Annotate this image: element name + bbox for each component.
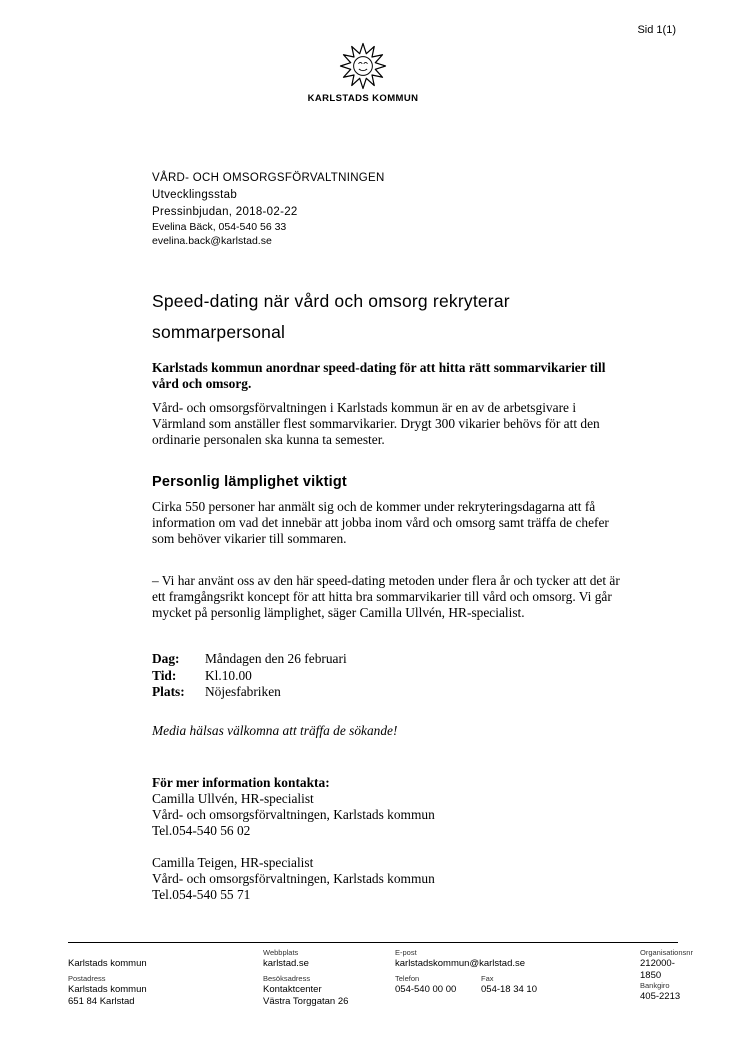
footer-phone-fax-row	[395, 974, 640, 996]
event-detail-day	[152, 651, 610, 668]
besoksadress-line: Kontaktcenter	[263, 984, 322, 995]
logo-wordmark: KARLSTADS KOMMUN	[307, 93, 419, 104]
footer-col-web-visit	[263, 948, 395, 1007]
page-number: Sid 1(1)	[637, 24, 676, 36]
footer-columns	[68, 948, 693, 1007]
detail-value: Kl.10.00	[205, 667, 252, 683]
event-detail-place	[152, 684, 610, 701]
besoksadress-label: Besöksadress	[263, 974, 311, 983]
detail-value: Nöjesfabriken	[205, 684, 281, 699]
document-type-date: Pressinbjudan, 2018-02-22	[152, 206, 298, 218]
contact-heading: För mer information kontakta:	[152, 774, 330, 790]
footer-col-registry	[640, 948, 693, 1007]
webbplats-value: karlstad.se	[263, 958, 309, 969]
footer-col-postal	[68, 948, 263, 1007]
epost-value: karlstadskommun@karlstad.se	[395, 958, 526, 969]
contact-name: Camilla Teigen, HR-specialist	[152, 854, 314, 870]
event-details	[152, 651, 610, 701]
organisationsnr-value: 212000-1850	[640, 958, 675, 981]
contact-name: Camilla Ullvén, HR-specialist	[152, 790, 314, 806]
bankgiro-value: 405-2213	[640, 991, 681, 1002]
detail-label: Plats:	[152, 684, 185, 699]
fax-value: 054-18 34 10	[481, 984, 537, 995]
quote-paragraph: – Vi har använt oss av den här speed-dating metoden under flera år och tycker att det är ett framgångsrikt koncept för att hitta bra sommarvikarier till vård och omsorg. Vi går mycket på personlig lämplighet, säger Camilla Ullvén, HR-specialist.	[152, 573, 620, 620]
contact-organization: Vård- och omsorgsförvaltningen, Karlstads kommun	[152, 806, 435, 822]
detail-value: Måndagen den 26 februari	[205, 651, 347, 666]
contact-organization: Vård- och omsorgsförvaltningen, Karlstads kommun	[152, 870, 435, 886]
bankgiro-label: Bankgiro	[640, 981, 670, 990]
epost-label: E-post	[395, 948, 417, 957]
unit-name: Utvecklingsstab	[152, 189, 238, 201]
footer-orgnr-group	[640, 948, 693, 981]
contact-phone: Tel.054-540 55 71	[152, 886, 251, 902]
postadress-label: Postadress	[68, 974, 106, 983]
telefon-label: Telefon	[395, 974, 420, 983]
press-release-body	[152, 286, 620, 919]
webbplats-label: Webbplats	[263, 948, 299, 957]
footer-epost-group	[395, 948, 640, 974]
article-title: Speed-dating när vård och omsorg rekryterar sommarpersonal	[152, 291, 510, 342]
event-detail-time	[152, 668, 610, 685]
besoksadress-line: Västra Torggatan 26	[263, 995, 349, 1007]
document-footer	[68, 942, 693, 1007]
footer-org-group	[68, 948, 263, 974]
section-subheading: Personlig lämplighet viktigt	[152, 474, 347, 490]
detail-label: Dag:	[152, 651, 180, 666]
lead-paragraph: Karlstads kommun anordnar speed-dating för att hitta rätt sommarvikarier till vård och omsorg.	[152, 360, 606, 391]
contact-phone: Tel.054-540 56 02	[152, 822, 251, 838]
footer-bankgiro-group	[640, 981, 693, 1003]
postadress-line: 651 84 Karlstad	[68, 995, 135, 1007]
footer-col-contact	[395, 948, 640, 1007]
sender-contact: Evelina Bäck, 054-540 56 33	[152, 221, 287, 233]
municipality-logo	[0, 42, 726, 104]
telefon-value: 054-540 00 00	[395, 984, 457, 995]
department-name: VÅRD- OCH OMSORGSFÖRVALTNINGEN	[152, 172, 385, 184]
sun-icon	[339, 42, 387, 90]
media-invitation-note: Media hälsas välkomna att träffa de sökande!	[152, 722, 398, 738]
contact-person-1	[152, 791, 610, 839]
footer-fax-group	[481, 974, 640, 996]
sender-email: evelina.back@karlstad.se	[152, 234, 272, 247]
organisationsnr-label: Organisationsnr	[640, 948, 693, 957]
intro-paragraph: Vård- och omsorgsförvaltningen i Karlstads kommun är en av de arbetsgivare i Värmland som anställer flest sommarvikarier. Drygt 300 vikarier behövs för att den ordinarie personalen ska kunna ta semester.	[152, 400, 600, 447]
fax-label: Fax	[481, 974, 494, 983]
postadress-line: Karlstads kommun	[68, 984, 147, 995]
footer-org-name: Karlstads kommun	[68, 958, 147, 969]
body-paragraph: Cirka 550 personer har anmält sig och de kommer under rekryteringsdagarna att få information om vad det innebär att jobba inom vård och omsorg samt träffa de chefer som behöver vikarier till sommaren.	[152, 499, 609, 546]
footer-telefon-group	[395, 974, 481, 996]
contact-person-2	[152, 855, 610, 903]
footer-besoksadress-group	[263, 974, 395, 1007]
sender-header	[152, 170, 385, 248]
footer-postadress-group	[68, 974, 263, 1007]
detail-label: Tid:	[152, 667, 177, 683]
footer-empty-label	[68, 948, 263, 957]
footer-webbplats-group	[263, 948, 395, 974]
